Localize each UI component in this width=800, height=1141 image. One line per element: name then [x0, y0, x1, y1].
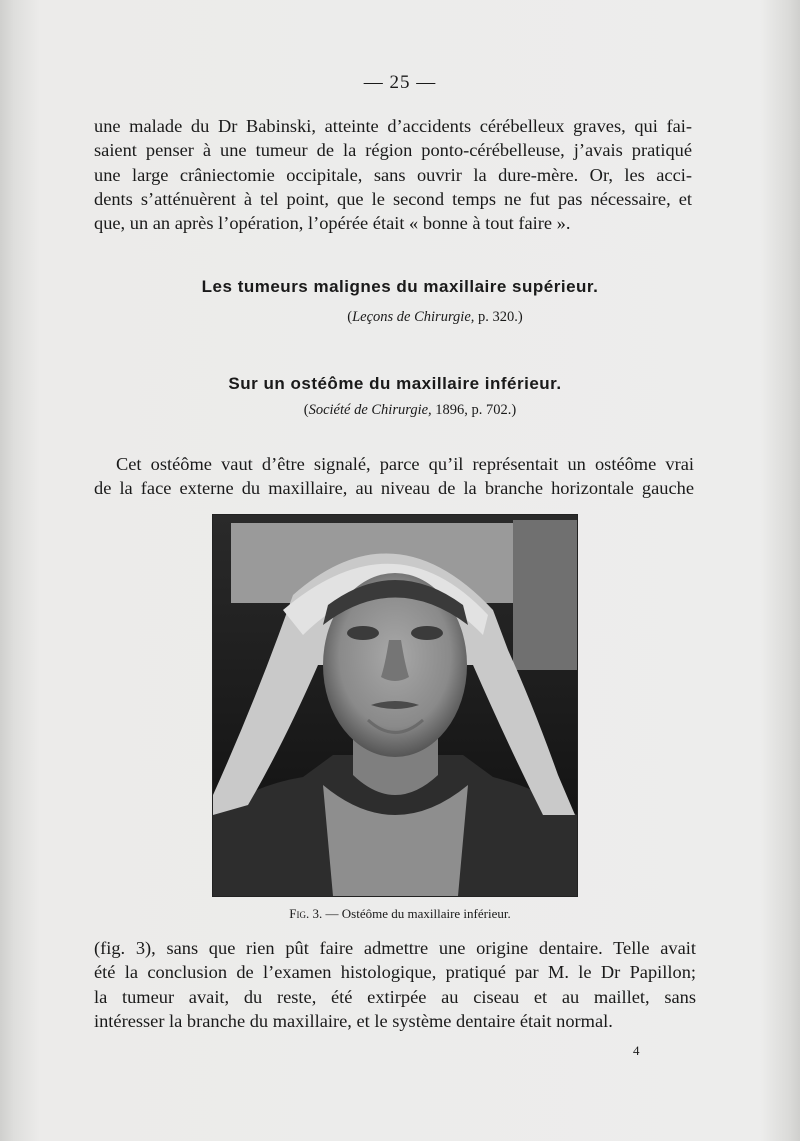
text-line: été la conclusion de l’examen histologique, pratiqué par M. le Dr Papillon; [94, 962, 696, 983]
portrait-photo [212, 514, 578, 897]
citation-detail: p. 320.) [474, 309, 523, 325]
section-citation [10, 402, 800, 419]
citation-open: ( [303, 402, 309, 418]
text-line: intéresser la branche du maxillaire, et le système dentaire était normal. [94, 1010, 613, 1031]
caption-text: — Ostéôme du maxillaire inférieur. [322, 906, 511, 921]
text-line: Cet ostéôme vaut d’être signalé, parce qu’il représentait un ostéôme vrai [116, 454, 694, 474]
intro-paragraph [94, 114, 692, 235]
text-line: (fig. 3), sans que rien pût faire admettre une origine dentaire. Telle avait [94, 938, 696, 958]
caption-figure-number: Fig. 3. [289, 906, 323, 921]
section-title: Sur un ostéôme du maxillaire inférieur. [228, 374, 562, 393]
text-line: une malade du Dr Babinski, atteinte d’accidents cérébelleux graves, qui fai- [94, 116, 692, 136]
section-citation [35, 309, 800, 326]
portrait-illustration [213, 515, 577, 896]
text-line: que, un an après l’opération, l’opérée était « bonne à tout faire ». [94, 213, 571, 234]
text-line: de la face externe du maxillaire, au niveau de la branche horizontale gauche [94, 478, 694, 499]
citation-source: Société de Chirurgie, [308, 402, 432, 418]
text-line: la tumeur avait, du reste, été extirpée au ciseau et au maillet, sans [94, 986, 696, 1007]
page-number: — 25 — [363, 72, 437, 93]
citation-detail: 1896, p. 702.) [431, 402, 517, 418]
text-line: une large crâniectomie occipitale, sans ouvrir la dure-mère. Or, les acci- [94, 164, 692, 185]
signature-mark: 4 [633, 1043, 640, 1058]
section-title: Les tumeurs malignes du maxillaire supérieur. [201, 277, 599, 296]
continuation-paragraph [94, 936, 696, 1033]
text-line: saient penser à une tumeur de la région ponto-cérébelleuse, j’avais pratiqué [94, 140, 692, 161]
text-line: dents s’atténuèrent à tel point, que le second temps ne fut pas nécessaire, et [94, 188, 692, 209]
citation-open: ( [347, 309, 353, 325]
section-body [94, 452, 694, 501]
citation-source: Leçons de Chirurgie, [352, 309, 475, 325]
figure-caption [0, 906, 800, 922]
